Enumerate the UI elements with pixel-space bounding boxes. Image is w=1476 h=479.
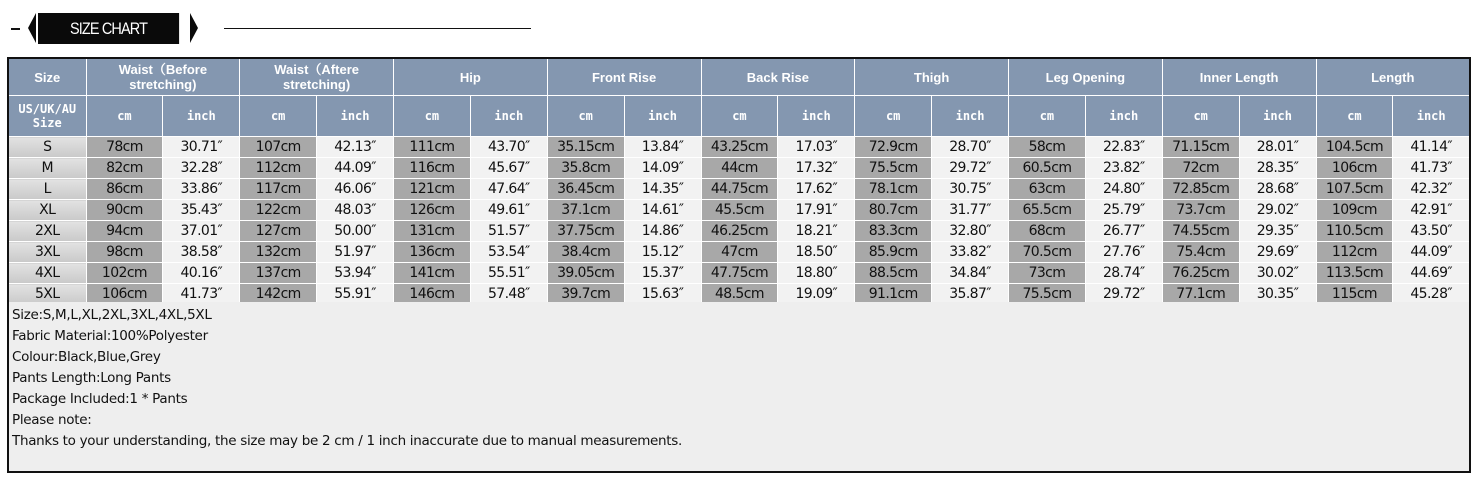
inch-value-cell: 29.72″: [932, 158, 1009, 179]
inch-value-cell: 49.61″: [470, 200, 547, 221]
inch-value-cell: 30.02″: [1239, 263, 1316, 284]
cm-value-cell: 113.5cm: [1316, 263, 1393, 284]
inch-value-cell: 38.58″: [163, 242, 240, 263]
inch-value-cell: 35.43″: [163, 200, 240, 221]
cm-value-cell: 131cm: [394, 221, 471, 242]
inch-value-cell: 33.82″: [932, 242, 1009, 263]
inch-value-cell: 41.73″: [1393, 158, 1470, 179]
inch-value-cell: 47.64″: [470, 179, 547, 200]
inch-value-cell: 35.87″: [932, 284, 1009, 306]
inch-value-cell: 29.35″: [1239, 221, 1316, 242]
column-group-header: Hip: [394, 58, 548, 96]
inch-value-cell: 24.80″: [1085, 179, 1162, 200]
table-row: [8, 221, 1470, 242]
inch-value-cell: 17.62″: [778, 179, 855, 200]
inch-value-cell: 18.50″: [778, 242, 855, 263]
banner-ribbon-left: [28, 13, 36, 43]
cm-value-cell: 70.5cm: [1009, 242, 1086, 263]
cm-value-cell: 98cm: [86, 242, 163, 263]
inch-value-cell: 30.75″: [932, 179, 1009, 200]
inch-value-cell: 25.79″: [1085, 200, 1162, 221]
unit-header-inch: inch: [932, 96, 1009, 137]
inch-value-cell: 44.09″: [1393, 242, 1470, 263]
unit-header-cm: cm: [1009, 96, 1086, 137]
cm-value-cell: 86cm: [86, 179, 163, 200]
column-group-header: Leg Opening: [1009, 58, 1163, 96]
cm-value-cell: 94cm: [86, 221, 163, 242]
table-row: [8, 200, 1470, 221]
note-line: Package Included:1 * Pants: [12, 391, 188, 407]
inch-value-cell: 41.14″: [1393, 137, 1470, 158]
column-group-header: Waist（Aftere stretching): [240, 58, 394, 96]
cm-value-cell: 44cm: [701, 158, 778, 179]
cm-value-cell: 65.5cm: [1009, 200, 1086, 221]
cm-value-cell: 127cm: [240, 221, 317, 242]
size-header: Size: [8, 58, 86, 96]
cm-value-cell: 75.5cm: [1009, 284, 1086, 306]
inch-value-cell: 29.02″: [1239, 200, 1316, 221]
size-cell: S: [8, 137, 86, 158]
inch-value-cell: 28.74″: [1085, 263, 1162, 284]
inch-value-cell: 28.68″: [1239, 179, 1316, 200]
cm-value-cell: 75.5cm: [855, 158, 932, 179]
banner-dash: [11, 28, 20, 30]
inch-value-cell: 15.12″: [624, 242, 701, 263]
inch-value-cell: 28.01″: [1239, 137, 1316, 158]
size-cell: 3XL: [8, 242, 86, 263]
inch-value-cell: 22.83″: [1085, 137, 1162, 158]
inch-value-cell: 53.54″: [470, 242, 547, 263]
column-group-header: Length: [1316, 58, 1470, 96]
cm-value-cell: 107.5cm: [1316, 179, 1393, 200]
unit-header-inch: inch: [624, 96, 701, 137]
unit-header-cm: cm: [547, 96, 624, 137]
column-group-header: Front Rise: [547, 58, 701, 96]
cm-value-cell: 91.1cm: [855, 284, 932, 306]
size-chart-table: [7, 57, 1471, 306]
inch-value-cell: 27.76″: [1085, 242, 1162, 263]
inch-value-cell: 18.21″: [778, 221, 855, 242]
inch-value-cell: 46.06″: [317, 179, 394, 200]
cm-value-cell: 39.7cm: [547, 284, 624, 306]
unit-header-cm: cm: [1316, 96, 1393, 137]
inch-value-cell: 13.84″: [624, 137, 701, 158]
cm-value-cell: 48.5cm: [701, 284, 778, 306]
inch-value-cell: 40.16″: [163, 263, 240, 284]
inch-value-cell: 32.80″: [932, 221, 1009, 242]
size-cell: 5XL: [8, 284, 86, 306]
unit-header-inch: inch: [778, 96, 855, 137]
column-group-header: Inner Length: [1162, 58, 1316, 96]
inch-value-cell: 55.51″: [470, 263, 547, 284]
size-chart-banner: SIZE CHART: [38, 13, 179, 44]
cm-value-cell: 116cm: [394, 158, 471, 179]
cm-value-cell: 132cm: [240, 242, 317, 263]
cm-value-cell: 37.75cm: [547, 221, 624, 242]
cm-value-cell: 106cm: [86, 284, 163, 306]
cm-value-cell: 78cm: [86, 137, 163, 158]
cm-value-cell: 106cm: [1316, 158, 1393, 179]
inch-value-cell: 17.03″: [778, 137, 855, 158]
inch-value-cell: 42.91″: [1393, 200, 1470, 221]
inch-value-cell: 14.61″: [624, 200, 701, 221]
cm-value-cell: 35.15cm: [547, 137, 624, 158]
inch-value-cell: 17.32″: [778, 158, 855, 179]
cm-value-cell: 110.5cm: [1316, 221, 1393, 242]
column-group-header: Thigh: [855, 58, 1009, 96]
cm-value-cell: 88.5cm: [855, 263, 932, 284]
cm-value-cell: 78.1cm: [855, 179, 932, 200]
inch-value-cell: 43.50″: [1393, 221, 1470, 242]
size-subheader: US/UK/AU Size: [8, 96, 86, 137]
inch-value-cell: 26.77″: [1085, 221, 1162, 242]
unit-header-cm: cm: [240, 96, 317, 137]
cm-value-cell: 122cm: [240, 200, 317, 221]
cm-value-cell: 71.15cm: [1162, 137, 1239, 158]
inch-value-cell: 42.13″: [317, 137, 394, 158]
cm-value-cell: 76.25cm: [1162, 263, 1239, 284]
cm-value-cell: 117cm: [240, 179, 317, 200]
inch-value-cell: 42.32″: [1393, 179, 1470, 200]
cm-value-cell: 35.8cm: [547, 158, 624, 179]
cm-value-cell: 74.55cm: [1162, 221, 1239, 242]
cm-value-cell: 107cm: [240, 137, 317, 158]
unit-header-inch: inch: [1239, 96, 1316, 137]
table-row: [8, 242, 1470, 263]
cm-value-cell: 36.45cm: [547, 179, 624, 200]
inch-value-cell: 50.00″: [317, 221, 394, 242]
inch-value-cell: 18.80″: [778, 263, 855, 284]
unit-header-inch: inch: [317, 96, 394, 137]
cm-value-cell: 39.05cm: [547, 263, 624, 284]
inch-value-cell: 41.73″: [163, 284, 240, 306]
inch-value-cell: 31.77″: [932, 200, 1009, 221]
cm-value-cell: 77.1cm: [1162, 284, 1239, 306]
cm-value-cell: 83.3cm: [855, 221, 932, 242]
size-cell: 4XL: [8, 263, 86, 284]
unit-header-cm: cm: [855, 96, 932, 137]
inch-value-cell: 44.69″: [1393, 263, 1470, 284]
inch-value-cell: 14.86″: [624, 221, 701, 242]
banner-ribbon-right: [190, 13, 198, 43]
cm-value-cell: 104.5cm: [1316, 137, 1393, 158]
inch-value-cell: 29.69″: [1239, 242, 1316, 263]
cm-value-cell: 141cm: [394, 263, 471, 284]
inch-value-cell: 17.91″: [778, 200, 855, 221]
cm-value-cell: 75.4cm: [1162, 242, 1239, 263]
banner-divider: [224, 28, 531, 29]
inch-value-cell: 14.09″: [624, 158, 701, 179]
unit-header-inch: inch: [470, 96, 547, 137]
cm-value-cell: 60.5cm: [1009, 158, 1086, 179]
note-line: Please note:: [12, 412, 92, 428]
inch-value-cell: 45.28″: [1393, 284, 1470, 306]
table-row: [8, 263, 1470, 284]
inch-value-cell: 37.01″: [163, 221, 240, 242]
cm-value-cell: 112cm: [1316, 242, 1393, 263]
cm-value-cell: 72.85cm: [1162, 179, 1239, 200]
cm-value-cell: 142cm: [240, 284, 317, 306]
cm-value-cell: 45.5cm: [701, 200, 778, 221]
cm-value-cell: 85.9cm: [855, 242, 932, 263]
inch-value-cell: 45.67″: [470, 158, 547, 179]
inch-value-cell: 33.86″: [163, 179, 240, 200]
inch-value-cell: 14.35″: [624, 179, 701, 200]
column-group-header: Waist（Before stretching): [86, 58, 240, 96]
inch-value-cell: 44.09″: [317, 158, 394, 179]
cm-value-cell: 63cm: [1009, 179, 1086, 200]
cm-value-cell: 37.1cm: [547, 200, 624, 221]
inch-value-cell: 57.48″: [470, 284, 547, 306]
inch-value-cell: 15.37″: [624, 263, 701, 284]
note-line: Colour:Black,Blue,Grey: [12, 349, 161, 365]
unit-header-cm: cm: [701, 96, 778, 137]
cm-value-cell: 68cm: [1009, 221, 1086, 242]
cm-value-cell: 112cm: [240, 158, 317, 179]
inch-value-cell: 30.71″: [163, 137, 240, 158]
cm-value-cell: 111cm: [394, 137, 471, 158]
cm-value-cell: 73.7cm: [1162, 200, 1239, 221]
inch-value-cell: 32.28″: [163, 158, 240, 179]
inch-value-cell: 29.72″: [1085, 284, 1162, 306]
cm-value-cell: 43.25cm: [701, 137, 778, 158]
size-cell: 2XL: [8, 221, 86, 242]
inch-value-cell: 34.84″: [932, 263, 1009, 284]
cm-value-cell: 47.75cm: [701, 263, 778, 284]
inch-value-cell: 53.94″: [317, 263, 394, 284]
column-group-header: Back Rise: [701, 58, 855, 96]
cm-value-cell: 109cm: [1316, 200, 1393, 221]
cm-value-cell: 44.75cm: [701, 179, 778, 200]
unit-header-inch: inch: [163, 96, 240, 137]
table-row: [8, 137, 1470, 158]
unit-header-cm: cm: [394, 96, 471, 137]
inch-value-cell: 15.63″: [624, 284, 701, 306]
product-notes: [7, 302, 1471, 473]
cm-value-cell: 121cm: [394, 179, 471, 200]
size-cell: L: [8, 179, 86, 200]
table-row: [8, 158, 1470, 179]
unit-header-inch: inch: [1393, 96, 1470, 137]
note-line: Pants Length:Long Pants: [12, 370, 171, 386]
note-line: Fabric Material:100%Polyester: [12, 328, 208, 344]
cm-value-cell: 46.25cm: [701, 221, 778, 242]
cm-value-cell: 90cm: [86, 200, 163, 221]
inch-value-cell: 30.35″: [1239, 284, 1316, 306]
cm-value-cell: 72cm: [1162, 158, 1239, 179]
size-cell: M: [8, 158, 86, 179]
inch-value-cell: 43.70″: [470, 137, 547, 158]
cm-value-cell: 72.9cm: [855, 137, 932, 158]
inch-value-cell: 55.91″: [317, 284, 394, 306]
cm-value-cell: 82cm: [86, 158, 163, 179]
inch-value-cell: 28.35″: [1239, 158, 1316, 179]
cm-value-cell: 38.4cm: [547, 242, 624, 263]
cm-value-cell: 137cm: [240, 263, 317, 284]
cm-value-cell: 80.7cm: [855, 200, 932, 221]
inch-value-cell: 19.09″: [778, 284, 855, 306]
table-row: [8, 179, 1470, 200]
inch-value-cell: 51.97″: [317, 242, 394, 263]
cm-value-cell: 102cm: [86, 263, 163, 284]
cm-value-cell: 126cm: [394, 200, 471, 221]
cm-value-cell: 146cm: [394, 284, 471, 306]
cm-value-cell: 73cm: [1009, 263, 1086, 284]
cm-value-cell: 136cm: [394, 242, 471, 263]
cm-value-cell: 47cm: [701, 242, 778, 263]
inch-value-cell: 23.82″: [1085, 158, 1162, 179]
inch-value-cell: 51.57″: [470, 221, 547, 242]
note-line: Thanks to your understanding, the size may be 2 cm / 1 inch inaccurate due to manual measurements.: [12, 433, 683, 449]
unit-header-inch: inch: [1085, 96, 1162, 137]
inch-value-cell: 48.03″: [317, 200, 394, 221]
unit-header-cm: cm: [86, 96, 163, 137]
cm-value-cell: 115cm: [1316, 284, 1393, 306]
cm-value-cell: 58cm: [1009, 137, 1086, 158]
inch-value-cell: 28.70″: [932, 137, 1009, 158]
note-line: Size:S,M,L,XL,2XL,3XL,4XL,5XL: [12, 307, 212, 323]
unit-header-cm: cm: [1162, 96, 1239, 137]
size-cell: XL: [8, 200, 86, 221]
